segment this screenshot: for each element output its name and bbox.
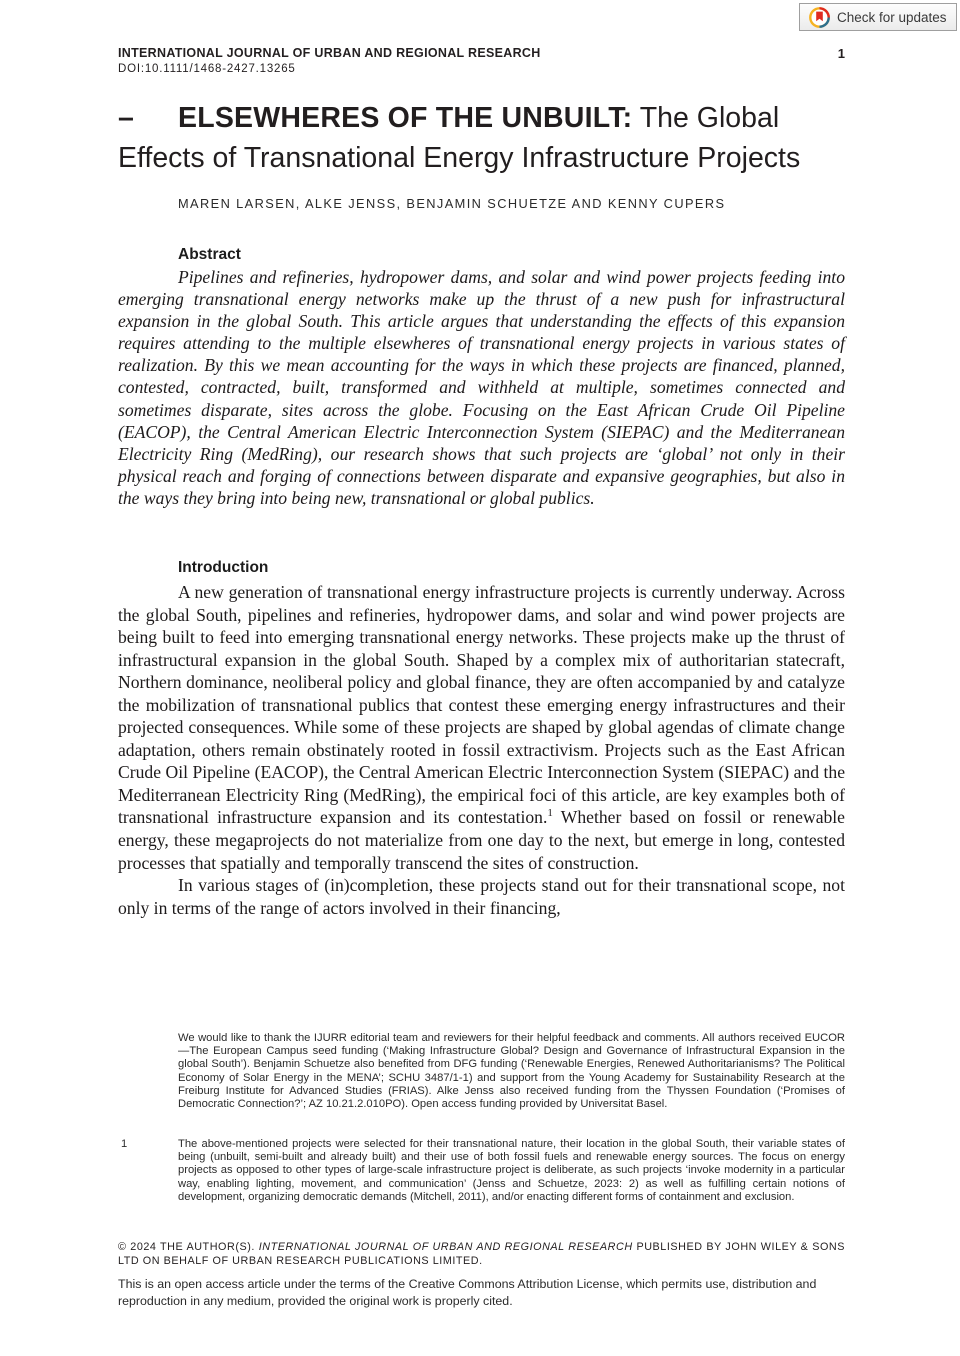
footnote-1-marker: 1 bbox=[547, 807, 553, 820]
check-for-updates-label: Check for updates bbox=[837, 9, 947, 25]
footnote-1 bbox=[118, 1138, 845, 1204]
abstract-heading: Abstract bbox=[178, 246, 241, 263]
abstract-paragraph: Pipelines and refineries, hydropower dams, and solar and wind power projects feeding into emerging transnational energy networks make up the thrust of a new push for infrastructural expansion in the global South. This article argues that understanding the effects of this expansion requires attending to the multiple elsewheres of transnational energy projects in various states of realization. By this we mean accounting for the ways in which these projects are financed, planned, contested, contracted, built, transformed and withheld at multiple, sometimes connected and sometimes disparate, sites across the globe. Focusing on the East African Crude Oil Pipeline (EACOP), the Central American Electric Interconnection System (SIEPAC) and the Mediterranean Electricity Ring (MedRing), our research shows that such projects are ‘global’ not only in their physical reach and forging of connections between disparate and expansive geographies, but also in the ways they bring into being new, transnational or global publics. bbox=[118, 267, 845, 508]
authors-line: MAREN LARSEN, ALKE JENSS, BENJAMIN SCHUETZE AND KENNY CUPERS bbox=[178, 196, 726, 211]
introduction-text bbox=[118, 581, 845, 919]
copyright-line bbox=[118, 1240, 845, 1268]
intro-p1-text: A new generation of transnational energy infrastructure projects is currently underway. Across the global South, pipelines and refineries, hydropower dams, and solar and wind power projects are being built to feed into emerging transnational energy networks. These projects make up the thrust of infrastructural expansion in the global South. Shaped by a complex mix of authoritarian statecraft, Northern dominance, neoliberal policy and global finance, they are often accompanied by and catalyze the mobilization of transnational publics that contest these emerging energy infrastructures and their projected consequences. While some of these projects are shaped by global agendas of climate change adaptation, others remain obstinately rooted in fossil extractivism. Projects such as the East African Crude Oil Pipeline (EACOP), the Central American Electric Interconnection System (SIEPAC) and the Mediterranean Electricity Ring (MedRing), the empirical foci of this article, are key examples both of transnational infrastructure expansion and its contestation. bbox=[118, 582, 845, 828]
title-dash: – bbox=[118, 102, 134, 134]
journal-name: INTERNATIONAL JOURNAL OF URBAN AND REGIONAL RESEARCH bbox=[118, 46, 541, 60]
page-number: 1 bbox=[837, 46, 845, 61]
doi: DOI:10.1111/1468-2427.13265 bbox=[118, 63, 296, 75]
check-for-updates-button[interactable] bbox=[799, 3, 957, 31]
title-line2: Effects of Transnational Energy Infrastructure Projects bbox=[118, 142, 801, 174]
footnote-1-number: 1 bbox=[121, 1138, 128, 1150]
intro-p1-continued: Whether based on fossil or renewable energy, these megaprojects do not materialize from one day to the next, but emerge in long, contested processes that spatially and temporally transcend the sites of construction. bbox=[118, 807, 845, 873]
introduction-paragraph-2: In various stages of (in)completion, these projects stand out for their transnational scope, not only in terms of the range of actors involved in their financing, bbox=[118, 875, 845, 918]
copyright-prefix: © 2024 THE AUTHOR(S). bbox=[118, 1241, 259, 1253]
title-regular: The Global bbox=[632, 102, 780, 134]
open-access-statement: This is an open access article under the terms of the Creative Commons Attribution License, which permits use, distribution and reproduction in any medium, provided the original work is properly cited. bbox=[118, 1277, 817, 1308]
title-bold: ELSEWHERES OF THE UNBUILT: bbox=[178, 102, 633, 134]
article-title bbox=[118, 98, 858, 178]
crossmark-icon bbox=[809, 7, 830, 28]
copyright-journal: INTERNATIONAL JOURNAL OF URBAN AND REGIONAL RESEARCH bbox=[258, 1241, 633, 1253]
introduction-heading: Introduction bbox=[178, 559, 269, 576]
copyright-suffix: PUBLISHED BY JOHN WILEY & SONS LTD ON BEHALF OF URBAN RESEARCH PUBLICATIONS LIMITED. bbox=[118, 1241, 845, 1268]
acknowledgment-footnote: We would like to thank the IJURR editorial team and reviewers for their helpful feedback and comments. All authors received EUCOR—The European Campus seed funding (‘Making Infrastructure Global? Design and Governance of Infrastructural Expansion in the global South’). Benjamin Schuetze also benefited from DFG funding (‘Renewable Energies, Renewed Authoritarianisms? The Political Economy of Solar Energy in the MENA’; SCHU 3487/1-1) and support from the Young Academy for Sustainability Research at the Freiburg Institute for Advanced Studies (FRIAS). Alke Jenss also received funding from the Thyssen Foundation (‘Promises of Democratic Connection?’; AZ 10.21.2.010PO). Open access funding provided by Universitat Basel. bbox=[178, 1032, 845, 1111]
abstract-text bbox=[118, 266, 845, 509]
introduction-paragraph-1 bbox=[118, 581, 845, 874]
footnote-1-text: The above-mentioned projects were selected for their transnational nature, their location in the global South, their variable states of being (unbuilt, semi-built and already built) and their use of both fossil fuels and renewable energy sources. The focus on energy projects as opposed to other types of large-scale infrastructure project is deliberate, as such projects ‘invoke modernity in a particular way, enabling lighting, movement, and communication’ (Jenss and Schuetze, 2023: 2) as well as fulfilling certain notions of development, organizing democratic demands (Mitchell, 2011), and/or enacting different forms of containment and exclusion. bbox=[178, 1138, 845, 1203]
running-head bbox=[118, 46, 845, 75]
title-line1 bbox=[118, 98, 858, 138]
